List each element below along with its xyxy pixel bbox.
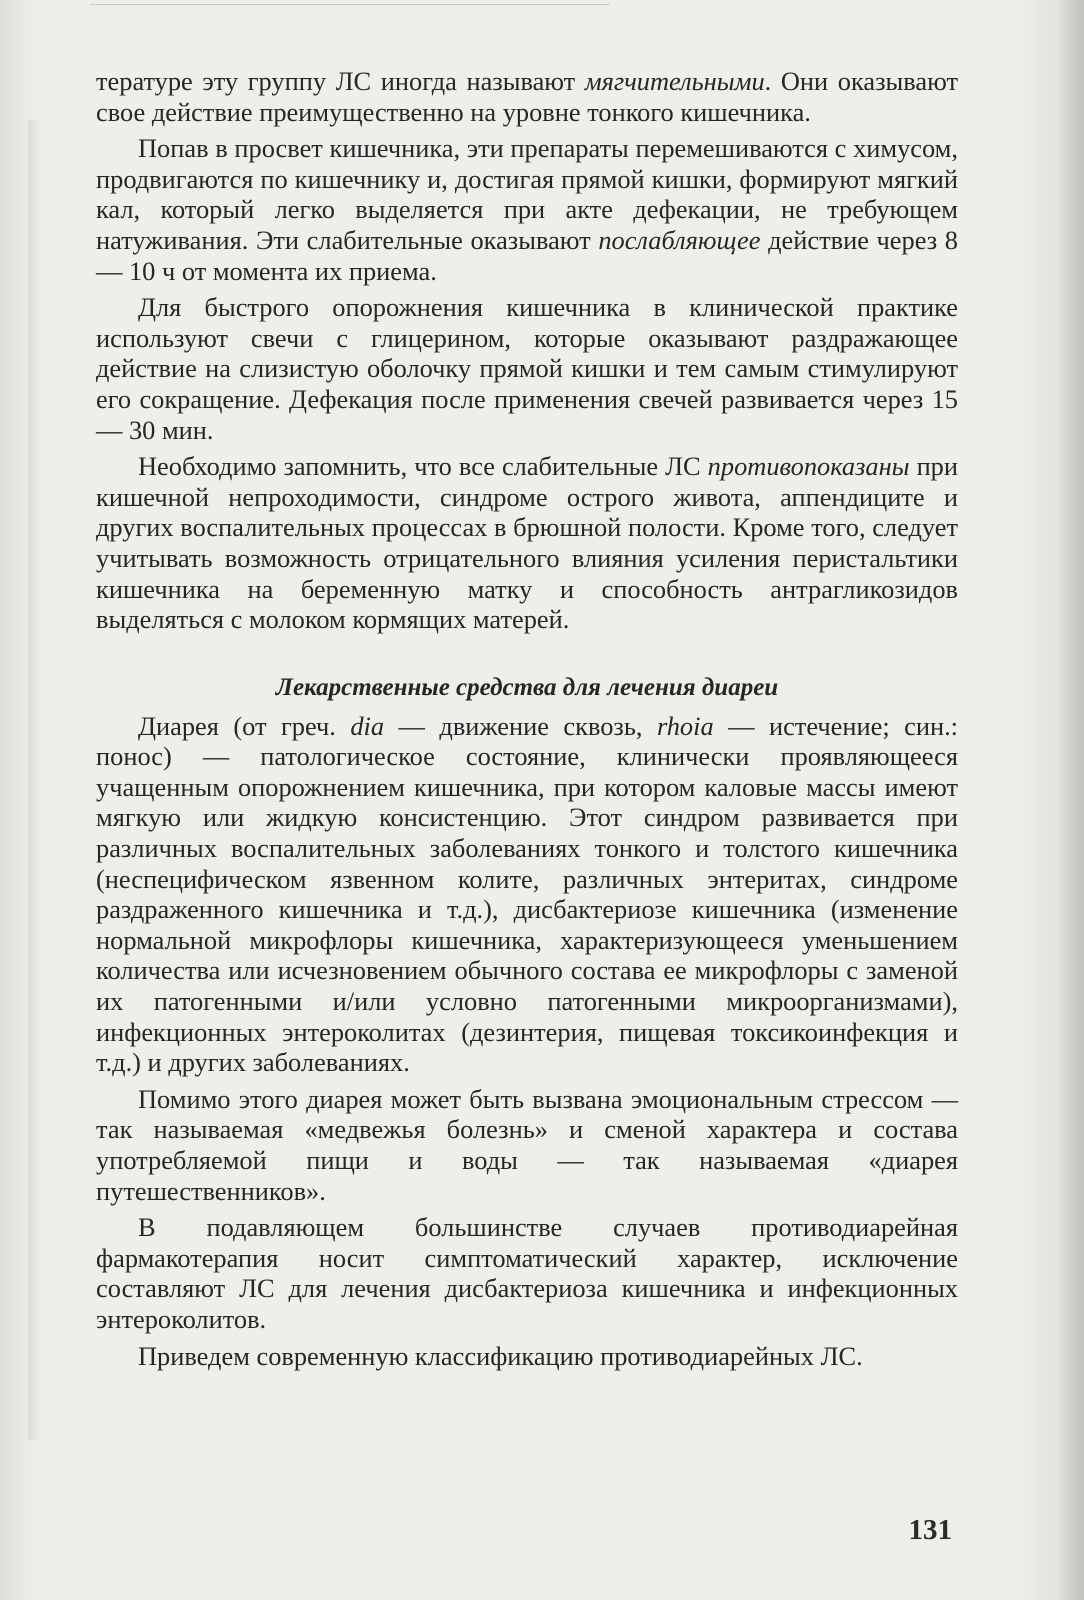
paragraph-4-text-c: при кишечной непроходимости, синдроме острого живота, аппендиците и других воспалительных процессах в брюшной полости. Кроме того, следует учитывать возможность отрицательного влияния усиления перистальтики кишечника на беременную матку и способность антрагликозидов выделяться с молоком кормящих матерей. bbox=[96, 451, 959, 635]
gutter-shadow bbox=[28, 120, 42, 1440]
paragraph-3 bbox=[96, 292, 958, 445]
paragraph-8-text: Приведем современную классификацию противодиарейных ЛС. bbox=[138, 1340, 863, 1371]
paragraph-1-text-c: . Они оказывают свое действие преимущественно на уровне тонкого кишечника. bbox=[96, 66, 958, 127]
paragraph-5-text-c: — движение сквозь, bbox=[384, 710, 657, 741]
paragraph-4-text-a: Необходимо запомнить, что все слабительные ЛС bbox=[138, 451, 708, 482]
paragraph-2-text-c: действие через 8 — 10 ч от момента их приема. bbox=[96, 224, 958, 286]
paragraph-5 bbox=[96, 711, 958, 1078]
top-edge-rule bbox=[90, 4, 610, 5]
paragraph-3-text: Для быстрого опорожнения кишечника в клинической практике используют свечи с глицерином, которые оказывают раздражающее действие на слизистую оболочку прямой кишки и тем самым стимулируют его сокращение. Дефекация после применения свечей развивается через 15 — 30 мин. bbox=[96, 292, 958, 445]
paragraph-7-text: В подавляющем большинстве случаев противодиарейная фармакотерапия носит симптоматический характер, исключение составляют ЛС для лечения дисбактериоза кишечника и инфекционных энтероколитов. bbox=[96, 1212, 958, 1334]
paragraph-6-text: Помимо этого диарея может быть вызвана эмоциональным стрессом — так называемая «медвежья болезнь» и сменой характера и состава употребляемой пищи и воды — так называемая «диарея путешественников». bbox=[96, 1083, 958, 1206]
paragraph-1 bbox=[96, 66, 958, 127]
section-heading: Лекарственные средства для лечения диареи bbox=[275, 673, 779, 701]
paragraph-1-text-a: тературе эту группу ЛС иногда называют bbox=[96, 66, 585, 96]
page-number: 131 bbox=[908, 1514, 952, 1546]
paragraph-5-italic-greek-1: dia bbox=[350, 710, 385, 741]
paragraph-2 bbox=[96, 133, 958, 286]
paragraph-8 bbox=[96, 1341, 958, 1372]
paragraph-4 bbox=[96, 451, 958, 635]
body-text bbox=[96, 66, 958, 1377]
paragraph-5-italic-greek-2: rhoia bbox=[656, 710, 714, 741]
paragraph-5-text-a: Диарея (от греч. bbox=[138, 710, 351, 741]
paragraph-5-text-e: — истечение; син.: понос) — патологическое состояние, клинически проявляющееся учащенным опорожнением кишечника, при котором каловые массы имеют мягкую или жидкую консистенцию. Этот синдром развивается при различных воспалительных заболеваниях тонкого и толстого кишечника (неспецифическом язвенном колите, различных энтеритах, синдроме раздраженного кишечника и т.д.), дисбактериозе кишечника (изменение нормальной микрофлоры кишечника, характеризующееся уменьшением количества или исчезновением обычного состава ее микрофлоры с заменой их патогенными и/или условно патогенными микроорганизмами), инфекционных энтероколитах (дезинтерия, пищевая токсикоинфекция и т.д.) и других заболеваниях. bbox=[96, 710, 958, 1078]
paragraph-2-text-a: Попав в просвет кишечника, эти препараты перемешиваются с химусом, продвигаются по кишечнику и, достигая прямой кишки, формируют мягкий кал, который легко выделяется при акте дефекации, не требующем натуживания. Эти слабительные оказывают bbox=[96, 133, 958, 255]
paragraph-2-italic-term: послабляющее bbox=[598, 224, 761, 255]
paragraph-1-italic-term: мягчительными bbox=[584, 66, 765, 96]
paragraph-6 bbox=[96, 1084, 958, 1206]
paragraph-4-italic-term: противопоказаны bbox=[707, 451, 910, 482]
page-edge-shadow bbox=[1058, 0, 1084, 1600]
paragraph-7 bbox=[96, 1212, 958, 1334]
